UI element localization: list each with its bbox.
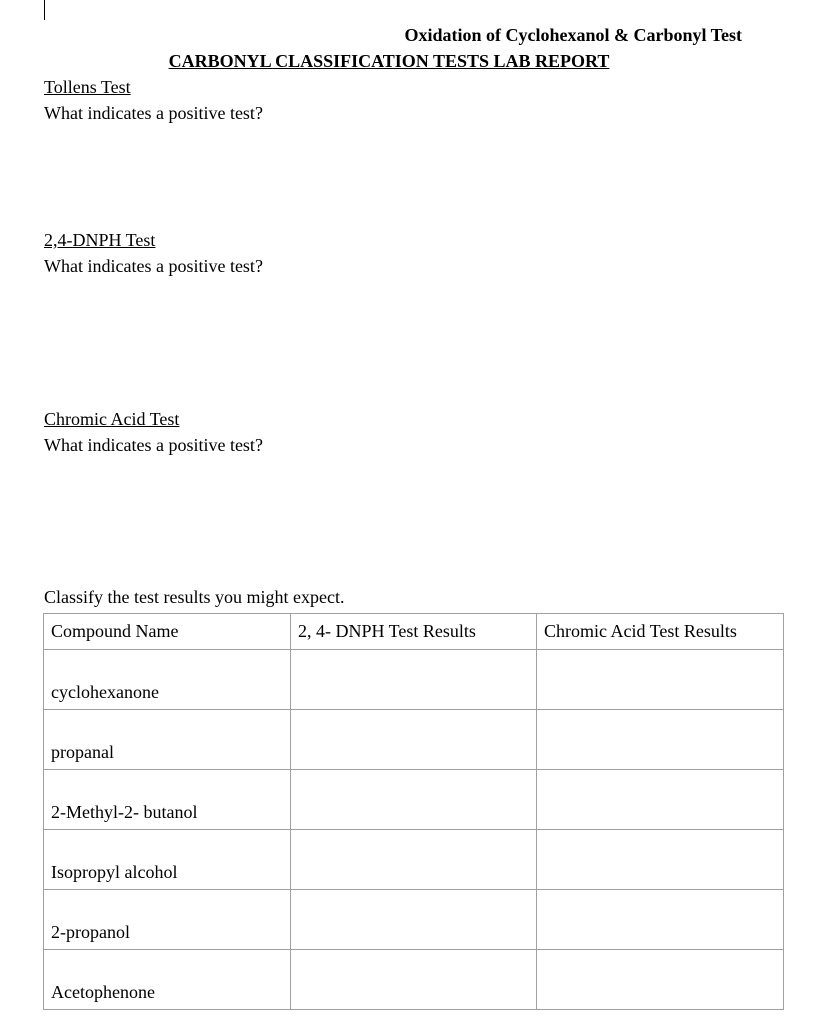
dnph-result-cell[interactable] bbox=[291, 950, 537, 1010]
table-row bbox=[44, 830, 784, 890]
chromic-result-cell[interactable] bbox=[537, 770, 784, 830]
section-heading-chromic-acid: Chromic Acid Test bbox=[44, 409, 180, 429]
results-table bbox=[43, 613, 784, 1010]
table-row bbox=[44, 950, 784, 1010]
chromic-result-cell[interactable] bbox=[537, 950, 784, 1010]
chromic-result-cell[interactable] bbox=[537, 710, 784, 770]
compound-cell: Acetophenone bbox=[44, 950, 291, 1010]
header-compound-name: Compound Name bbox=[44, 614, 291, 650]
compound-cell: cyclohexanone bbox=[44, 650, 291, 710]
table-row bbox=[44, 710, 784, 770]
table-row bbox=[44, 890, 784, 950]
dnph-result-cell[interactable] bbox=[291, 710, 537, 770]
compound-cell: 2-Methyl-2- butanol bbox=[44, 770, 291, 830]
chromic-result-cell[interactable] bbox=[537, 890, 784, 950]
section-heading-dnph: 2,4-DNPH Test bbox=[44, 230, 156, 250]
classification-prompt: Classify the test results you might expect. bbox=[44, 587, 345, 607]
report-heading: CARBONYL CLASSIFICATION TESTS LAB REPORT bbox=[168, 51, 610, 71]
question-tollens: What indicates a positive test? bbox=[44, 103, 263, 123]
question-chromic-acid: What indicates a positive test? bbox=[44, 435, 263, 455]
question-dnph: What indicates a positive test? bbox=[44, 256, 263, 276]
document-title: Oxidation of Cyclohexanol & Carbonyl Test bbox=[404, 25, 742, 45]
compound-cell: propanal bbox=[44, 710, 291, 770]
dnph-result-cell[interactable] bbox=[291, 770, 537, 830]
table-header-row bbox=[44, 614, 784, 650]
table-row bbox=[44, 770, 784, 830]
compound-cell: Isopropyl alcohol bbox=[44, 830, 291, 890]
dnph-result-cell[interactable] bbox=[291, 890, 537, 950]
chromic-result-cell[interactable] bbox=[537, 650, 784, 710]
section-heading-tollens: Tollens Test bbox=[44, 77, 131, 97]
header-chromic-acid-results: Chromic Acid Test Results bbox=[537, 614, 784, 650]
chromic-result-cell[interactable] bbox=[537, 830, 784, 890]
table-row bbox=[44, 650, 784, 710]
compound-cell: 2-propanol bbox=[44, 890, 291, 950]
dnph-result-cell[interactable] bbox=[291, 830, 537, 890]
dnph-result-cell[interactable] bbox=[291, 650, 537, 710]
header-dnph-results: 2, 4- DNPH Test Results bbox=[291, 614, 537, 650]
text-cursor bbox=[44, 0, 45, 20]
